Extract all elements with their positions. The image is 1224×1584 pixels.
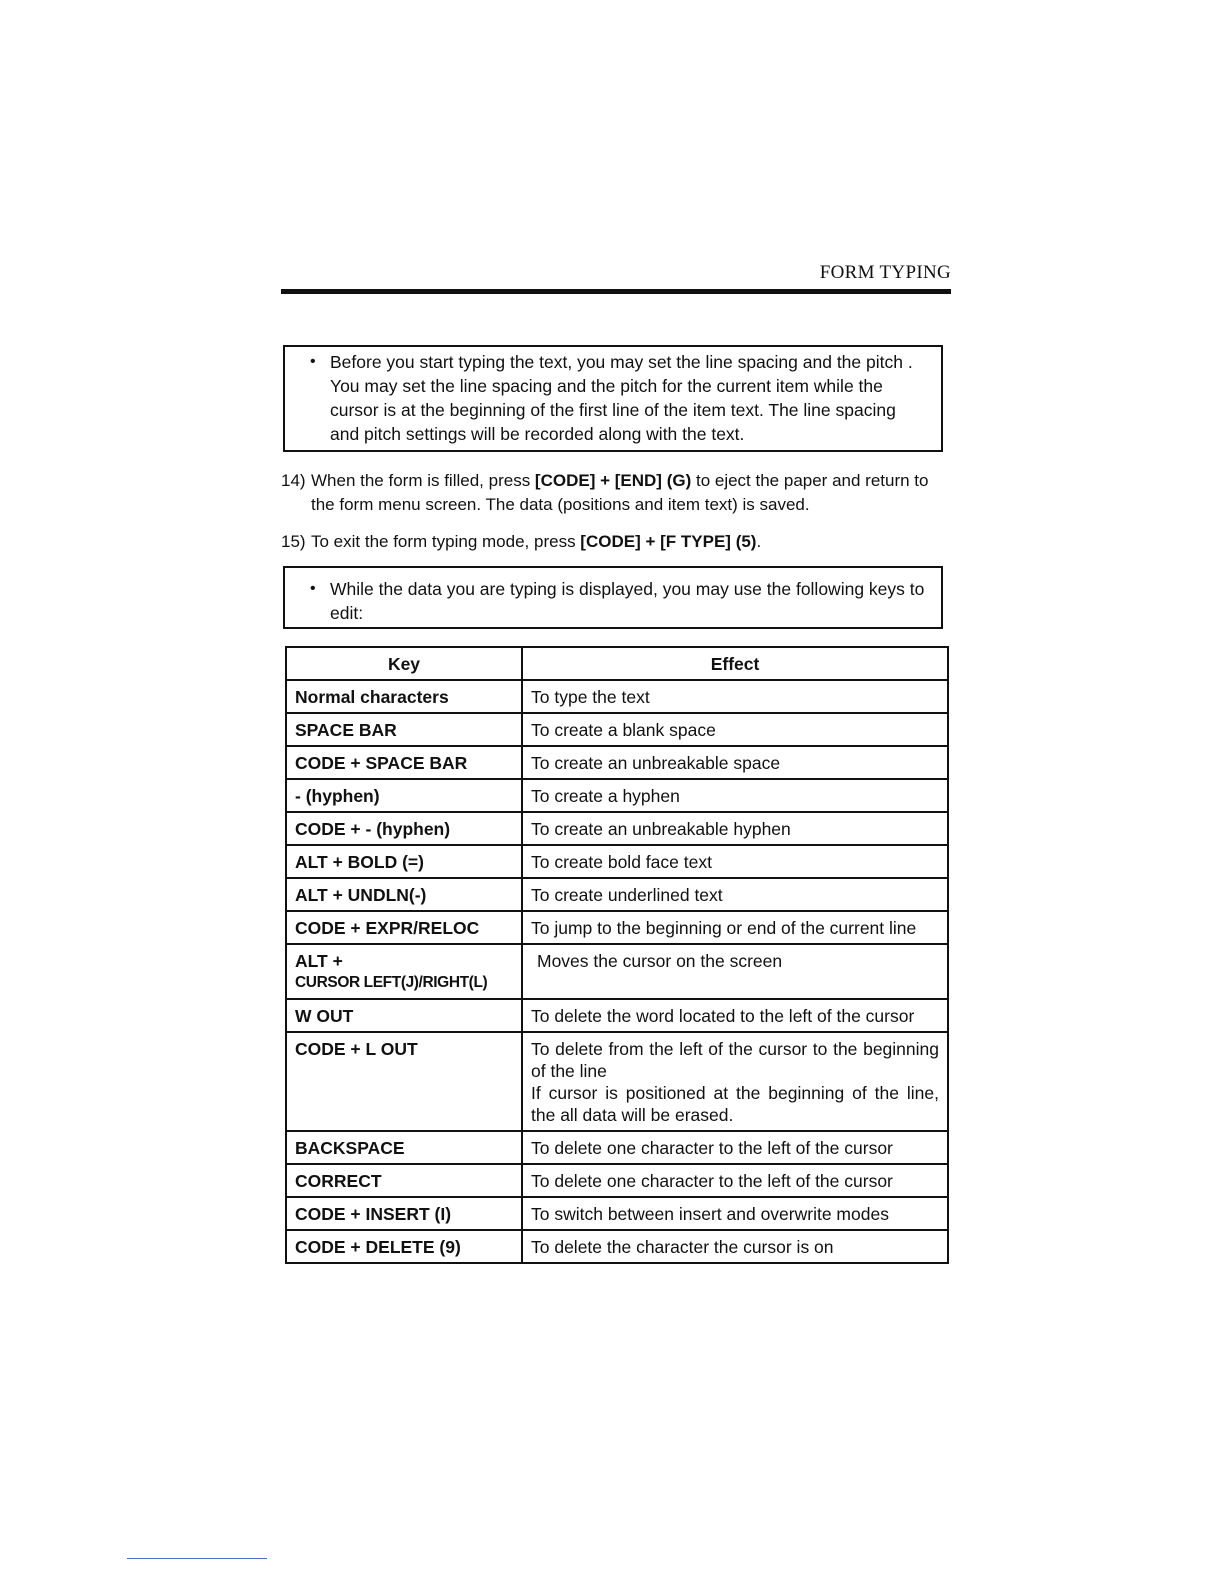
effect-cell: To delete one character to the left of the cursor [522, 1164, 948, 1197]
key-cell: - (hyphen) [286, 779, 522, 812]
table-row [286, 680, 948, 713]
table-row [286, 1032, 948, 1131]
bullet-icon: • [310, 580, 316, 597]
table-row [286, 845, 948, 878]
table-row [286, 713, 948, 746]
effect-cell: To create a hyphen [522, 779, 948, 812]
key-cell: CODE + EXPR/RELOC [286, 911, 522, 944]
effect-cell: To delete the word located to the left of the cursor [522, 999, 948, 1032]
effect-cell: To type the text [522, 680, 948, 713]
note-box-line-spacing [283, 345, 943, 452]
table-row [286, 878, 948, 911]
effect-cell [522, 1032, 948, 1131]
effect-cell: Moves the cursor on the screen [522, 944, 948, 999]
table-row [286, 1131, 948, 1164]
plus-sign: + [595, 471, 615, 490]
table-row [286, 779, 948, 812]
table-row [286, 999, 948, 1032]
key-cell: Normal characters [286, 680, 522, 713]
effect-cell: To jump to the beginning or end of the current line [522, 911, 948, 944]
footer-rule [127, 1558, 267, 1559]
page-header-title: FORM TYPING [819, 262, 951, 283]
effect-cell: To create an unbreakable space [522, 746, 948, 779]
key-f-type: [F TYPE] [660, 532, 731, 551]
key-cell: ALT + BOLD (=) [286, 845, 522, 878]
table-row [286, 812, 948, 845]
note-box-edit-keys [283, 566, 943, 629]
effect-cell: To create bold face text [522, 845, 948, 878]
effect-cell: To create an unbreakable hyphen [522, 812, 948, 845]
effect-line-1: To delete from the left of the cursor to the beginning of the line [531, 1039, 939, 1081]
table-row [286, 911, 948, 944]
key-code: [CODE] [580, 532, 641, 551]
effect-cell: To delete the character the cursor is on [522, 1230, 948, 1263]
key-cell: SPACE BAR [286, 713, 522, 746]
header-rule [281, 289, 951, 294]
table-row [286, 746, 948, 779]
key-cell: CODE + - (hyphen) [286, 812, 522, 845]
effect-cell: To create underlined text [522, 878, 948, 911]
key-cell: CODE + L OUT [286, 1032, 522, 1131]
key-cell [286, 944, 522, 999]
note-text: Before you start typing the text, you may set the line spacing and the pitch . You may set the line spacing and the pitch for the current item while the cursor is at the beginning of the first line of the item text. The line spacing and pitch settings will be recorded along with the text. [330, 352, 913, 444]
key-cell: CODE + DELETE (9) [286, 1230, 522, 1263]
key-line-1: ALT + [295, 951, 343, 971]
column-header-effect: Effect [522, 647, 948, 680]
key-cell: CORRECT [286, 1164, 522, 1197]
key-g: (G) [661, 471, 692, 490]
effect-cell: To create a blank space [522, 713, 948, 746]
step-text-post: to eject the paper and return to the form menu screen. The data (positions and item text) is saved. [311, 471, 929, 514]
effect-cell: To switch between insert and overwrite modes [522, 1197, 948, 1230]
step-text-pre: To exit the form typing mode, press [311, 532, 581, 551]
key-5: (5) [730, 532, 757, 551]
step-text [281, 530, 951, 554]
step-15 [281, 530, 951, 554]
column-header-key: Key [286, 647, 522, 680]
edit-keys-table [285, 646, 949, 1264]
key-cell: ALT + UNDLN(-) [286, 878, 522, 911]
step-text-pre: When the form is filled, press [311, 471, 535, 490]
step-number: 14) [281, 471, 306, 490]
table-row [286, 1230, 948, 1263]
key-line-2: CURSOR LEFT(J)/RIGHT(L) [295, 974, 488, 991]
key-end: [END] [614, 471, 662, 490]
step-text [281, 469, 951, 517]
key-cell: CODE + SPACE BAR [286, 746, 522, 779]
plus-sign: + [640, 532, 661, 551]
table-row [286, 1164, 948, 1197]
table-row [286, 944, 948, 999]
effect-line-2: If cursor is positioned at the beginning of the line, the all data will be erased. [531, 1083, 939, 1125]
note-text: While the data you are typing is displayed, you may use the following keys to edit: [330, 579, 925, 623]
bullet-icon: • [310, 353, 316, 370]
key-cell: CODE + INSERT (I) [286, 1197, 522, 1230]
step-text-post: . [756, 532, 762, 551]
key-cell: BACKSPACE [286, 1131, 522, 1164]
note-bullet-row [285, 350, 941, 446]
table-row [286, 1197, 948, 1230]
note-bullet-row [285, 577, 941, 625]
key-cell: W OUT [286, 999, 522, 1032]
effect-cell: To delete one character to the left of the cursor [522, 1131, 948, 1164]
step-number: 15) [281, 532, 306, 551]
key-code: [CODE] [534, 471, 596, 490]
step-14 [281, 469, 951, 517]
table-header-row [286, 647, 948, 680]
